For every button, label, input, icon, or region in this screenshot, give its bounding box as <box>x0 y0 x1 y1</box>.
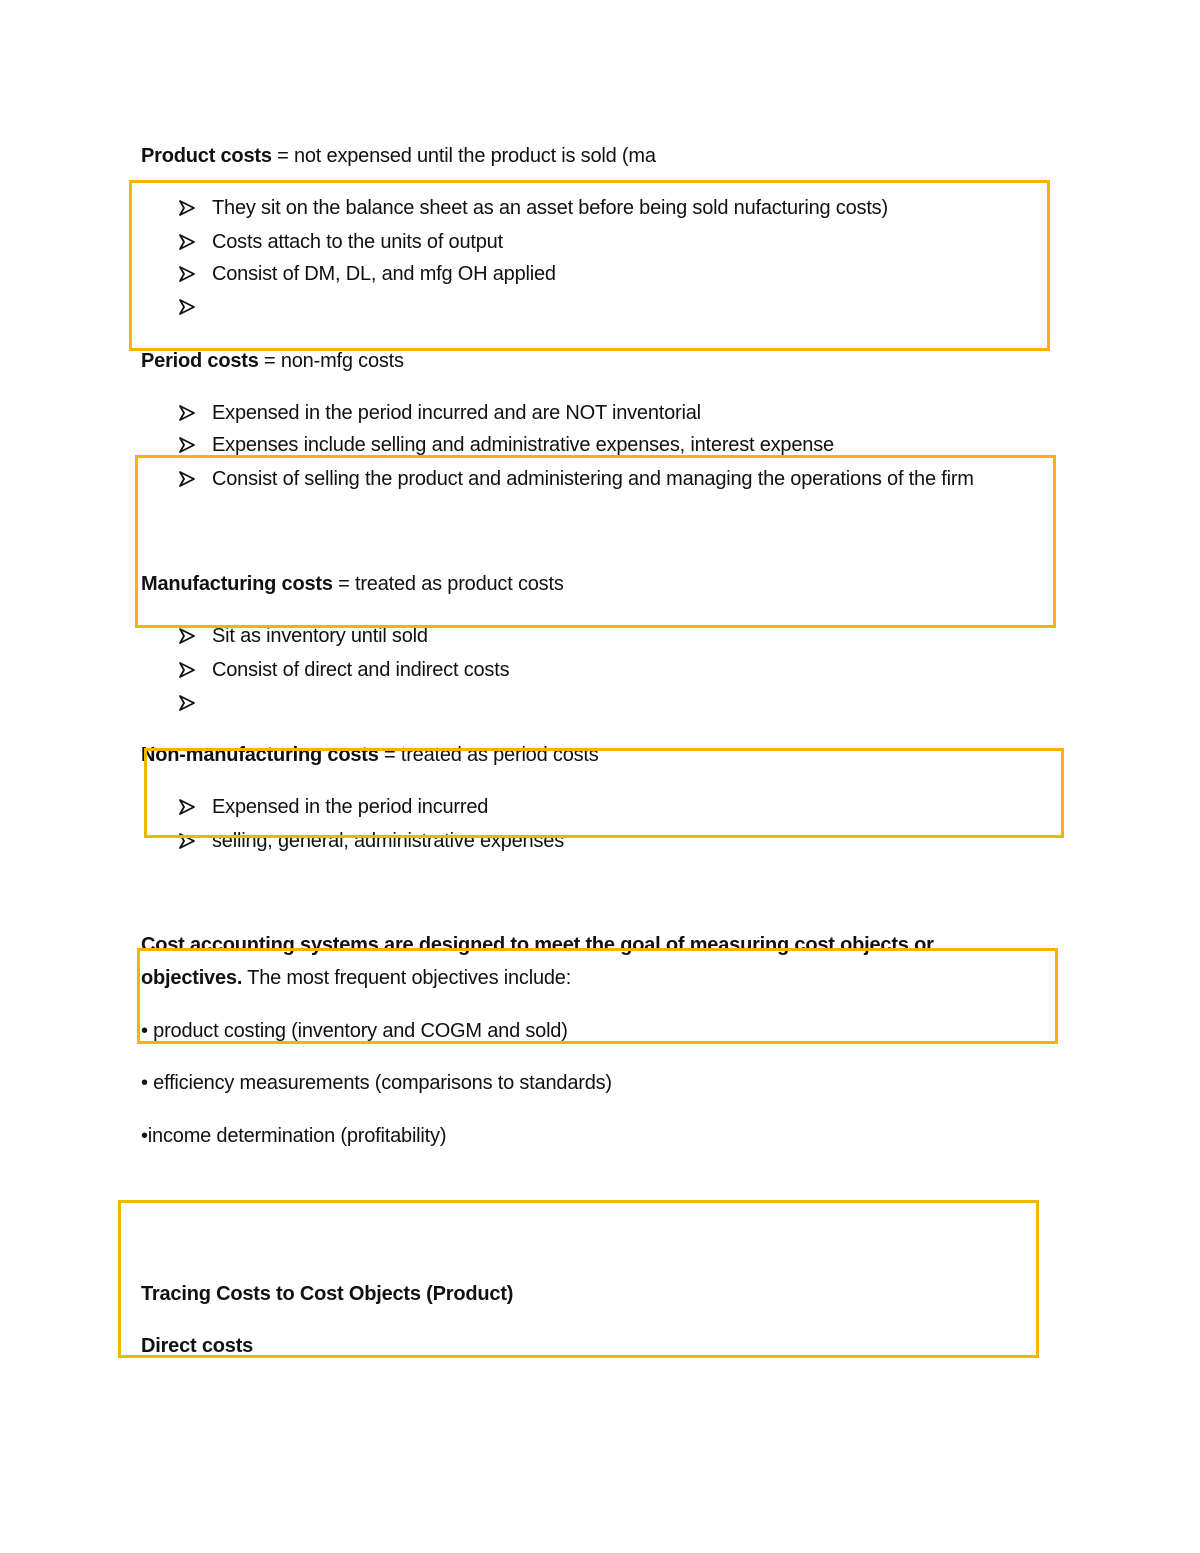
period-costs-heading: Period costs <box>141 350 259 372</box>
list-item-text: Costs attach to the units of output <box>212 231 503 253</box>
manufacturing-costs-heading: Manufacturing costs <box>141 573 333 595</box>
direct-costs-heading: Direct costs <box>141 1335 254 1357</box>
list-item-text: selling, general, administrative expenses <box>212 830 564 852</box>
highlight-box <box>135 455 1056 628</box>
list-item-text: Sit as inventory until sold <box>212 625 428 647</box>
nonmanufacturing-costs-heading: Non-manufacturing costs <box>141 744 379 766</box>
tracing-costs-heading: Tracing Costs to Cost Objects (Product) <box>141 1283 514 1305</box>
product-costs-definition: = not expensed until the product is sold (ma <box>271 145 656 167</box>
manufacturing-costs-definition: = treated as product costs <box>332 573 564 595</box>
cost-accounting-heading: Cost accounting systems are designed to meet the goal of measuring cost objects or <box>141 934 934 956</box>
list-item <box>141 1070 612 1096</box>
arrowhead-bullet-icon <box>177 626 197 646</box>
cost-accounting-intro: The most frequent objectives include: <box>242 967 572 989</box>
cost-accounting-heading-end: objectives. <box>141 967 243 989</box>
list-item-text: They sit on the balance sheet as an asset before being sold nufacturing costs) <box>212 197 888 219</box>
list-item <box>141 1123 446 1149</box>
highlight-box <box>144 748 1064 838</box>
highlight-box <box>137 948 1058 1044</box>
product-costs-heading: Product costs <box>141 145 272 167</box>
arrowhead-bullet-icon <box>177 693 197 713</box>
list-item-text: • efficiency measurements (comparisons to standards) <box>141 1072 612 1094</box>
highlight-box <box>118 1200 1039 1358</box>
arrowhead-bullet-icon <box>177 403 197 423</box>
arrowhead-bullet-icon <box>177 660 197 680</box>
list-item-text: Expensed in the period incurred <box>212 796 489 818</box>
product-costs-line <box>141 143 656 169</box>
list-item-text: Consist of DM, DL, and mfg OH applied <box>212 263 556 285</box>
list-item-text: Consist of selling the product and administering and managing the operations of the firm <box>212 468 974 490</box>
nonmanufacturing-costs-definition: = treated as period costs <box>378 744 599 766</box>
list-item-text: •income determination (profitability) <box>141 1125 447 1147</box>
list-item-text: Consist of direct and indirect costs <box>212 659 510 681</box>
list-item-text: • product costing (inventory and COGM and sold) <box>141 1020 568 1042</box>
arrowhead-bullet-icon <box>177 435 197 455</box>
period-costs-line <box>141 348 404 374</box>
highlight-box <box>129 180 1050 351</box>
period-costs-definition: = non-mfg costs <box>258 350 404 372</box>
list-item-text: Expensed in the period incurred and are NOT inventorial <box>212 402 701 424</box>
list-item-text: Expenses include selling and administrative expenses, interest expense <box>212 434 834 456</box>
